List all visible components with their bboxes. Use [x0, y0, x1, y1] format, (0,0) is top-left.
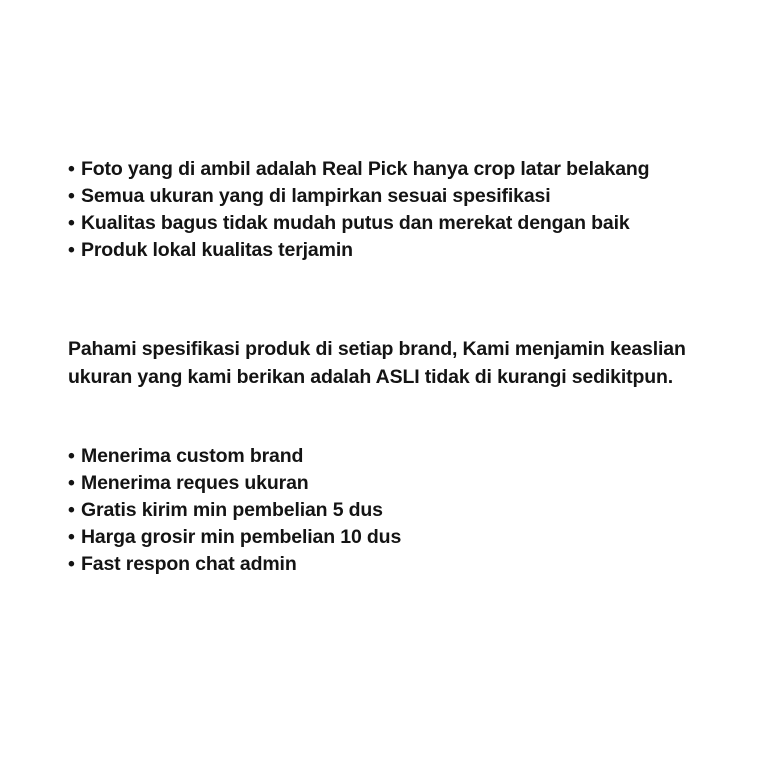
- list-item-label: Kualitas bagus tidak mudah putus dan merekat dengan baik: [81, 212, 630, 234]
- authenticity-notice: Pahami spesifikasi produk di setiap brand, Kami menjamin keaslian ukuran yang kami berikan adalah ASLI tidak di kurangi sedikitpun.: [68, 338, 686, 388]
- features-list: [68, 156, 708, 264]
- services-list: [68, 443, 708, 578]
- list-item-label: Produk lokal kualitas terjamin: [81, 239, 353, 261]
- section-spacer: [68, 391, 708, 443]
- bullet-icon: •: [68, 553, 75, 575]
- list-item-label: Foto yang di ambil adalah Real Pick hanya crop latar belakang: [81, 158, 650, 180]
- list-item: [68, 470, 708, 497]
- list-item-label: Gratis kirim min pembelian 5 dus: [81, 499, 383, 521]
- bullet-icon: •: [68, 185, 75, 207]
- list-item: [68, 443, 708, 470]
- list-item: [68, 237, 708, 264]
- section-spacer: [68, 264, 708, 336]
- list-item-label: Semua ukuran yang di lampirkan sesuai spesifikasi: [81, 185, 551, 207]
- list-item: [68, 210, 708, 237]
- bullet-icon: •: [68, 239, 75, 261]
- bullet-icon: •: [68, 526, 75, 548]
- list-item: [68, 497, 708, 524]
- list-item-label: Fast respon chat admin: [81, 553, 297, 575]
- list-item: [68, 524, 708, 551]
- list-item: [68, 183, 708, 210]
- bullet-icon: •: [68, 499, 75, 521]
- bullet-icon: •: [68, 212, 75, 234]
- list-item: [68, 551, 708, 578]
- description-content: [68, 156, 708, 578]
- list-item-label: Harga grosir min pembelian 10 dus: [81, 526, 402, 548]
- bullet-icon: •: [68, 445, 75, 467]
- list-item: [68, 156, 708, 183]
- list-item-label: Menerima custom brand: [81, 445, 304, 467]
- list-item-label: Menerima reques ukuran: [81, 472, 309, 494]
- bullet-icon: •: [68, 158, 75, 180]
- bullet-icon: •: [68, 472, 75, 494]
